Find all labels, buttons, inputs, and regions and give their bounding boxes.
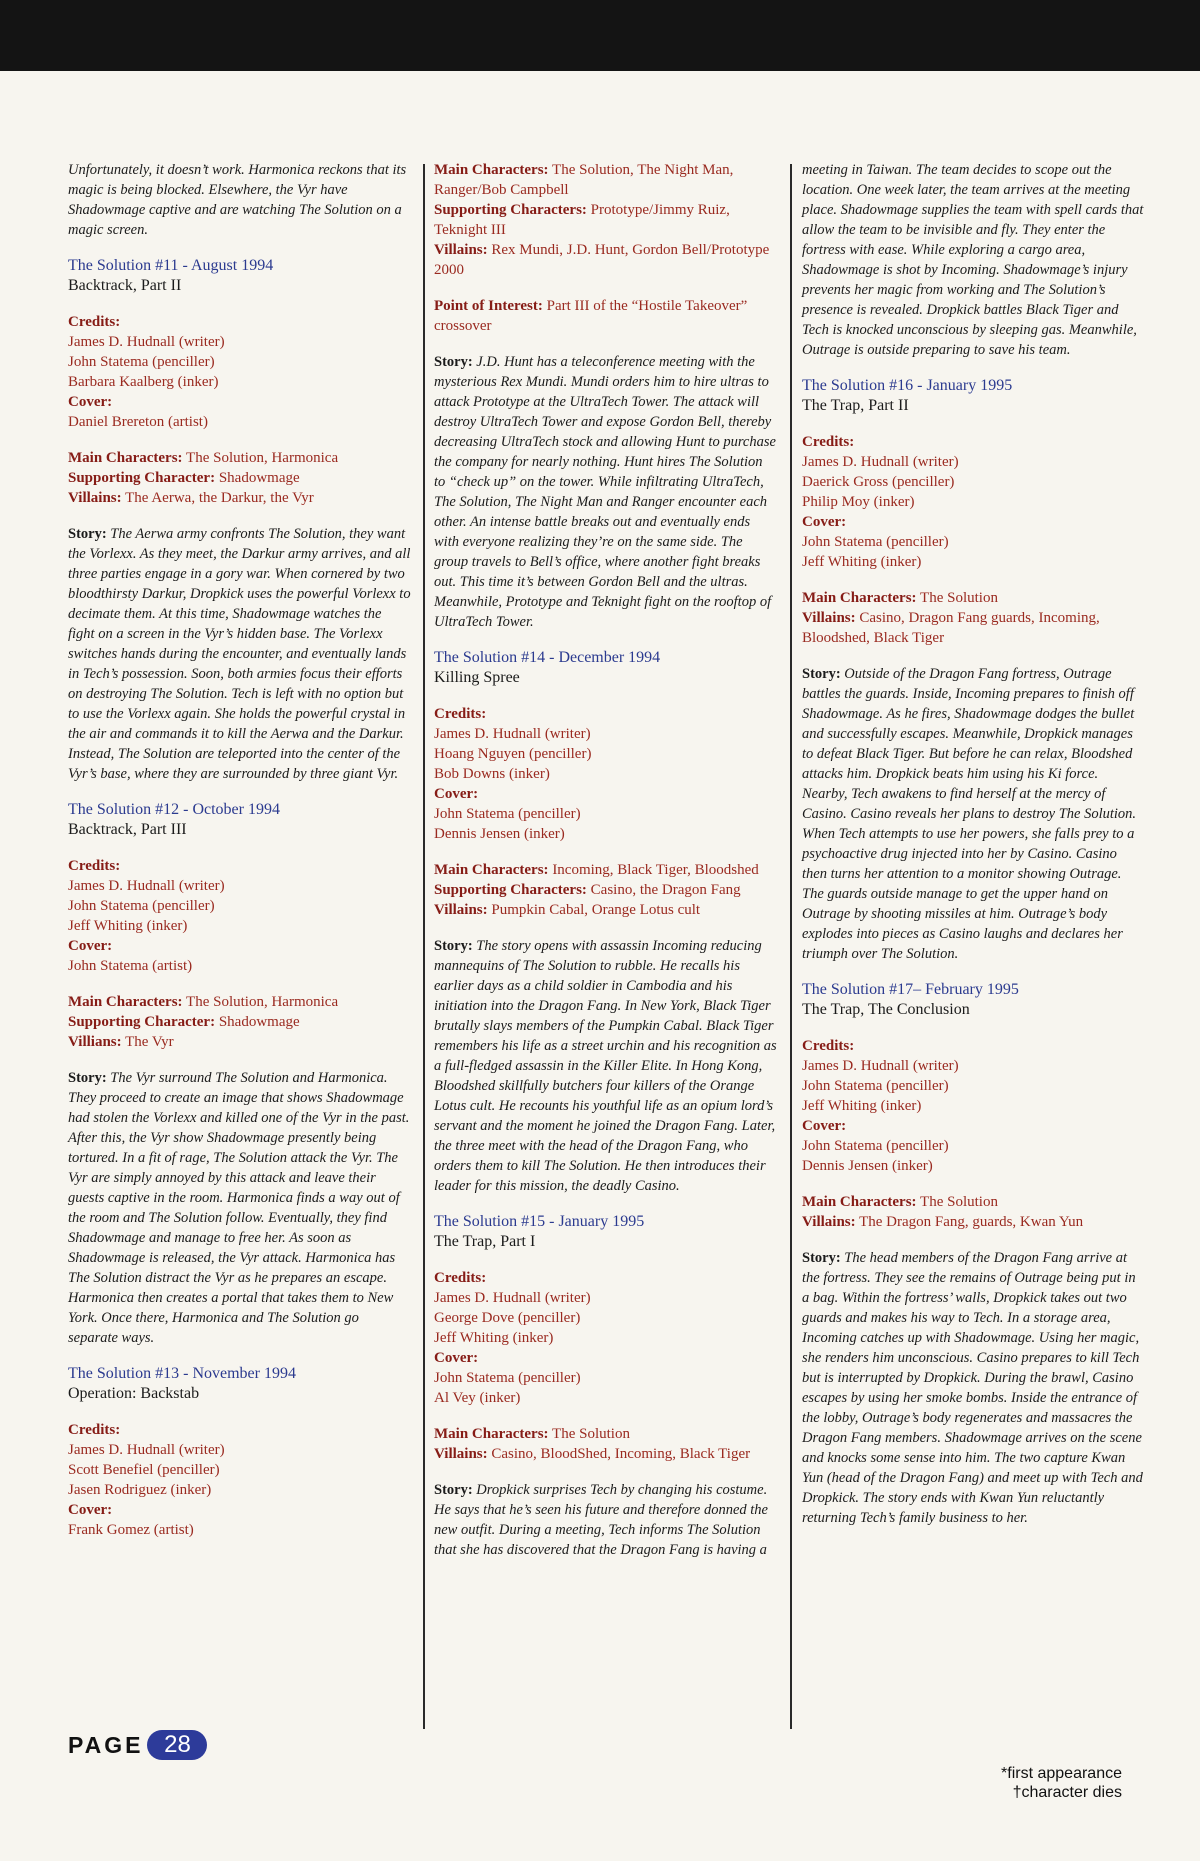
credits-block [802,1036,1145,1176]
story-arc-title: The Trap, Part II [802,397,909,414]
column-divider-right [790,164,792,1729]
credits-label: Credits: [434,1270,487,1286]
credit-line: Scott Benefiel (penciller) [68,1462,220,1478]
credit-line: Barbara Kaalberg (inker) [68,374,219,390]
role-label: Villains: [434,242,488,258]
main-characters-line [802,1192,1145,1212]
cover-label: Cover: [68,394,113,410]
story-text: Outside of the Dragon Fang fortress, Outrage battles the guards. Inside, Incoming prepares to finish off Shadowmage. As he fires, Shadowmage dodges the bullet and successfully escapes. Meanwhile, Dropkick manages to defeat Black Tiger. But before he can relax, Bloodshed attacks him. Dropkick beats him using his Ki force. Nearby, Tech awakens to find herself at the mercy of Casino. Casino reveals her plans to destroy The Solution. When Tech attempts to use her powers, she falls prey to a psychoactive drug injected into her by Casino. Casino then turns her attention to a monitor showing Outrage. The guards outside manage to get the upper hand on Outrage by shooting missiles at him. Outrage’s body explodes into pieces as Casino laughs and declares her triumph over The Solution. [802,666,1137,962]
villains-line [802,1212,1145,1232]
main-characters-line [68,448,411,468]
issue-heading-block-15 [434,1212,777,1252]
main-characters-line [434,1424,777,1444]
cover-label: Cover: [68,938,113,954]
role-value: The Solution [920,590,998,606]
villains-line [68,1032,411,1052]
credit-line: James D. Hudnall (writer) [68,878,225,894]
point-of-interest-line [434,296,777,336]
story-label: Story: [434,938,473,954]
credits-label: Credits: [802,1038,855,1054]
story-text: The head members of the Dragon Fang arrive at the fortress. They see the remains of Outrage being put in a bag. Within the fortress’ walls, Dropkick takes out two guards and makes his way to Tech. In a storage area, Incoming catches up with Shadowmage. Using her magic, she renders him unconscious. Casino prepares to kill Tech but is interrupted by Dropkick. During the brawl, Casino escapes by using her smoke bombs. Inside the entrance of the lobby, Outrage’s body regenerates and massacres the Dragon Fang members. Shadowmage arrives on the scene and knocks some sense into him. The two capture Kwan Yun (head of the Dragon Fang) and meet up with Tech and Dropkick. The story ends with Kwan Yun reluctantly returning Tech’s family business to her. [802,1250,1143,1526]
credit-line: Hoang Nguyen (penciller) [434,746,592,762]
credit-line: George Dove (penciller) [434,1310,581,1326]
role-value: The Solution, The Night Man, Ranger/Bob Campbell [434,162,734,198]
cover-label: Cover: [434,1350,479,1366]
supporting-characters-line [434,200,777,240]
role-label: Villains: [802,1214,856,1230]
cover-label: Cover: [802,1118,847,1134]
story-label: Story: [68,1070,107,1086]
role-label: Main Characters: [434,1426,549,1442]
footnote-first-appearance: *first appearance [1001,1765,1122,1782]
story-arc-title: The Trap, The Conclusion [802,1001,970,1018]
characters-block [802,1192,1145,1232]
story-label: Story: [68,526,107,542]
role-label: Villains: [434,1446,488,1462]
story-text: The Vyr surround The Solution and Harmonica. They proceed to create an image that shows Shadowmage had stolen the Vorlexx and killed one of the Vyr in the past. After this, the Vyr show Shadowmage presently being tortured. In a fit of rage, The Solution attack the Vyr. The Vyr are simply annoyed by this attack and leave their guests captive in the room. Harmonica finds a way out of the room and The Solution follow. Eventually, they find Shadowmage and manage to free her. As soon as Shadowmage is released, the Vyr attack. Harmonica has The Solution distract the Vyr as he prepares an escape. Harmonica then creates a portal that takes them to New York. Once there, Harmonica and The Solution go separate ways. [68,1070,410,1346]
role-label: Supporting Character: [68,1014,216,1030]
main-characters-line [802,588,1145,608]
role-value: Incoming, Black Tiger, Bloodshed [552,862,759,878]
cover-credit-line: Frank Gomez (artist) [68,1522,194,1538]
credit-line: James D. Hudnall (writer) [68,334,225,350]
story-paragraph [802,664,1145,964]
role-value: The Dragon Fang, guards, Kwan Yun [859,1214,1084,1230]
issue-heading: The Solution #16 - January 1995 [802,377,1013,394]
column-middle [434,160,777,1560]
story-paragraph [434,1480,777,1560]
cover-credit-line: Jeff Whiting (inker) [802,554,922,570]
story-label: Story: [434,1482,473,1498]
role-label: Supporting Characters: [434,882,587,898]
cover-credit-line: John Statema (penciller) [434,806,581,822]
supporting-characters-line [434,880,777,900]
cover-credit-line: Dennis Jensen (inker) [434,826,565,842]
villains-line [802,608,1145,648]
footnotes [1001,1764,1122,1802]
role-label: Main Characters: [68,994,183,1010]
credit-line: John Statema (penciller) [68,354,215,370]
credits-label: Credits: [68,858,121,874]
story-paragraph [802,1248,1145,1528]
characters-block [434,1424,777,1464]
issue-heading-block-11 [68,256,411,296]
story-paragraph [434,936,777,1196]
main-characters-line [434,860,777,880]
role-value: Shadowmage [218,470,300,486]
story-arc-title: Operation: Backstab [68,1385,200,1402]
page-number-badge: 28 [147,1730,207,1760]
story-label: Story: [802,666,841,682]
credit-line: Jasen Rodriguez (inker) [68,1482,212,1498]
credits-block [68,1420,411,1540]
role-label: Villains: [802,610,856,626]
villains-line [434,1444,777,1464]
main-characters-line [434,160,777,200]
credits-block [434,1268,777,1408]
credit-line: James D. Hudnall (writer) [68,1442,225,1458]
role-label: Villians: [68,1034,122,1050]
supporting-characters-line [68,468,411,488]
story-arc-title: Killing Spree [434,669,520,686]
role-value: Casino, BloodShed, Incoming, Black Tiger [491,1446,751,1462]
role-label: Main Characters: [68,450,183,466]
point-of-interest-value: Part III of the “Hostile Takeover” crossover [434,298,748,334]
column-right [802,160,1145,1528]
issue-heading-block-14 [434,648,777,688]
credit-line: Philip Moy (inker) [802,494,915,510]
point-of-interest-label: Point of Interest: [434,298,543,314]
story-paragraph [68,1068,411,1348]
story-label: Story: [802,1250,841,1266]
story-arc-title: The Trap, Part I [434,1233,536,1250]
characters-block [68,448,411,508]
story-arc-title: Backtrack, Part III [68,821,187,838]
credit-line: James D. Hudnall (writer) [434,1290,591,1306]
cover-credit-line: Al Vey (inker) [434,1390,521,1406]
story-paragraph [434,352,777,632]
credits-label: Credits: [68,1422,121,1438]
credits-label: Credits: [434,706,487,722]
column-divider-left [423,164,425,1729]
credits-label: Credits: [802,434,855,450]
credit-line: Jeff Whiting (inker) [434,1330,554,1346]
story-text: The story opens with assassin Incoming reducing mannequins of The Solution to rubble. He recalls his earlier days as a child soldier in Cambodia and his initiation into the Dragon Fang. In New York, Black Tiger brutally slays members of the Pumpkin Cabal. Black Tiger remembers his life as a street urchin and his recognition as a full-fledged assassin in the Killer Elite. In Hong Kong, Bloodshed skillfully butchers four killers of the Orange Lotus cult. He recounts his youthful life as an opium lord’s servant and the moment he joined the Dragon Fang. Later, the three meet with the head of the Dragon Fang, who orders them to kill The Solution. He then introduces their leader for this mission, the deadly Casino. [434,938,777,1194]
characters-block [68,992,411,1052]
cover-credit-line: John Statema (penciller) [802,1138,949,1154]
issue-heading-block-16 [802,376,1145,416]
cover-label: Cover: [68,1502,113,1518]
characters-block [802,588,1145,648]
cover-credit-line: Daniel Brereton (artist) [68,414,208,430]
credit-line: Daerick Gross (penciller) [802,474,955,490]
story-text: Dropkick surprises Tech by changing his costume. He says that he’s seen his future and therefore donned the new outfit. During a meeting, Tech informs The Solution that she has discovered that the Dragon Fang is having a [434,1482,768,1558]
characters-block [434,160,777,280]
villains-line [434,900,777,920]
issue-heading: The Solution #14 - December 1994 [434,649,661,666]
credit-line: Jeff Whiting (inker) [68,918,188,934]
credits-block [434,704,777,844]
role-value: Pumpkin Cabal, Orange Lotus cult [491,902,701,918]
supporting-characters-line [68,1012,411,1032]
issue-heading: The Solution #15 - January 1995 [434,1213,645,1230]
issue-heading: The Solution #17– February 1995 [802,981,1019,998]
credit-line: James D. Hudnall (writer) [802,1058,959,1074]
cover-credit-line: John Statema (artist) [68,958,193,974]
role-value: Shadowmage [218,1014,300,1030]
role-label: Villains: [68,490,122,506]
role-value: The Solution [920,1194,998,1210]
role-label: Main Characters: [802,590,917,606]
cover-label: Cover: [802,514,847,530]
story-paragraph [68,524,411,784]
story-text: The Aerwa army confronts The Solution, they want the Vorlexx. As they meet, the Darkur army arrives, and all three parties engage in a gory war. When cornered by two bloodthirsty Darkur, Dropkick uses the powerful Vorlexx to decimate them. At this time, Shadowmage watches the fight on a screen in the Vyr’s hidden base. The Vorlexx switches hands during the encounter, and eventually lands in Tech’s possession. Soon, both armies focus their efforts on destroying The Solution. Tech is left with no option but to use the Vorlexx again. She holds the powerful crystal in the air and commands it to kill the Aerwa and the Darkur. Instead, The Solution are teleported into the center of the Vyr’s base, where they are surrounded by three giant Vyr. [68,526,411,782]
footnote-character-dies: †character dies [1012,1784,1122,1801]
issue-heading-block-12 [68,800,411,840]
credit-line: John Statema (penciller) [68,898,215,914]
page-label: PAGE [68,1731,144,1758]
issue-heading: The Solution #13 - November 1994 [68,1365,296,1382]
issue-heading-block-17 [802,980,1145,1020]
cover-credit-line: Dennis Jensen (inker) [802,1158,933,1174]
issue-heading: The Solution #12 - October 1994 [68,801,280,818]
credits-block [802,432,1145,572]
role-value: The Aerwa, the Darkur, the Vyr [125,490,314,506]
credit-line: John Statema (penciller) [802,1078,949,1094]
story-label: Story: [434,354,473,370]
credit-line: Bob Downs (inker) [434,766,550,782]
credits-block [68,312,411,432]
column-left [68,160,411,1540]
top-black-bar [0,0,1200,71]
role-label: Main Characters: [434,862,549,878]
story-text: J.D. Hunt has a teleconference meeting with the mysterious Rex Mundi. Mundi orders him to hire ultras to attack Prototype at the UltraTech Tower. The attack will destroy UltraTech Tower and expose Gordon Bell, thereby decreasing UltraTech stock and allowing Hunt to purchase the company for nearly nothing. Hunt hires The Solution to “check up” on the tower. While infiltrating UltraTech, The Solution, The Night Man and Ranger encounter each other. An intense battle breaks out and eventually ends with everyone realizing they’re on the same side. The group travels to Bell’s office, where another fight breaks out. This time it’s between Gordon Bell and the ultras. Meanwhile, Prototype and Teknight fight on the rooftop of UltraTech Tower. [434,354,776,630]
credit-line: James D. Hudnall (writer) [434,726,591,742]
role-label: Main Characters: [802,1194,917,1210]
role-value: Rex Mundi, J.D. Hunt, Gordon Bell/Prototype 2000 [434,242,770,278]
continued-story-text: Unfortunately, it doesn’t work. Harmonica reckons that its magic is being blocked. Elsewhere, the Vyr have Shadowmage captive and are watching The Solution on a magic screen. [68,162,407,238]
credits-block [68,856,411,976]
characters-block [434,860,777,920]
story-arc-title: Backtrack, Part II [68,277,182,294]
role-value: The Solution, Harmonica [186,994,339,1010]
role-value: The Vyr [125,1034,174,1050]
role-label: Main Characters: [434,162,549,178]
main-characters-line [68,992,411,1012]
cover-credit-line: John Statema (penciller) [434,1370,581,1386]
role-value: Prototype/Jimmy Ruiz, Teknight III [434,202,730,238]
villains-line [434,240,777,280]
role-value: Casino, Dragon Fang guards, Incoming, Bloodshed, Black Tiger [802,610,1100,646]
role-value: The Solution [552,1426,630,1442]
cover-credit-line: John Statema (penciller) [802,534,949,550]
page-number [68,1729,207,1761]
credit-line: James D. Hudnall (writer) [802,454,959,470]
credit-line: Jeff Whiting (inker) [802,1098,922,1114]
role-value: Casino, the Dragon Fang [590,882,741,898]
role-value: The Solution, Harmonica [186,450,339,466]
issue-heading-block-13 [68,1364,411,1404]
role-label: Villains: [434,902,488,918]
continued-story-text: meeting in Taiwan. The team decides to scope out the location. One week later, the team arrives at the meeting place. Shadowmage supplies the team with spell cards that allow the team to be invisible and fly. They enter the fortress with ease. While exploring a cargo area, Shadowmage is shot by Incoming. Shadowmage’s injury prevents her magic from working and The Solution’s presence is revealed. Dropkick battles Black Tiger and Tech is knocked unconscious by sleeping gas. Meanwhile, Outrage is outside preparing to save his team. [802,162,1144,358]
cover-label: Cover: [434,786,479,802]
issue-heading: The Solution #11 - August 1994 [68,257,274,274]
role-label: Supporting Character: [68,470,216,486]
role-label: Supporting Characters: [434,202,587,218]
credits-label: Credits: [68,314,121,330]
villains-line [68,488,411,508]
